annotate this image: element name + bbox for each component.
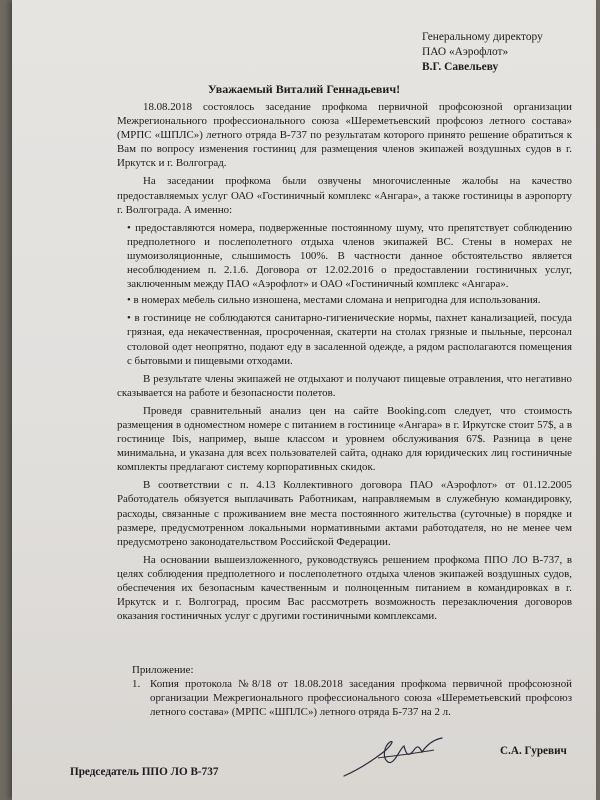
letter-body [117, 100, 572, 627]
paragraph-5: В соответствии с п. 4.13 Коллективного договора ПАО «Аэрофлот» от 01.12.2005 Работодатель обязуется выплачивать Работникам, направляемым в служебную командировку, расходы, связанные с проживанием вне места постоянного жительства (суточные) в порядке и размере, предусмотренном локальными нормативными актами работодателя, но не менее чем предусмотрено законодательством Российской Федерации. [117, 479, 572, 548]
complaint-noise: • предоставляются номера, подверженные постоянному шуму, что препятствует соблюдению предполетного и послеполетного отдыха членов экипажей ВС. Стены в номерах не шумоизоляционные, слышимость 100%. В частности данное обстоятельство является несоблюдением п. 2.1.6. Договора от 12.02.2016 о предоставлении гостиничных услуг, заключенным между ПАО «Аэрофлот» и ОАО «Гостиничный комплекс «Ангара». [127, 221, 572, 291]
complaint-item-2 [117, 311, 572, 367]
signer-name: С.А. Гуревич [500, 745, 567, 757]
paragraph-3: В результате члены экипажей не отдыхают и получают пищевые отравления, что негативно сказывается на работе и безопасности полетов. [117, 372, 572, 399]
letter-page [12, 0, 596, 800]
addressee-title: Генеральному директору [422, 31, 543, 43]
greeting: Уважаемый Виталий Геннадьевич! [207, 82, 401, 96]
addressee-block [422, 30, 592, 75]
attachment-number: 1. [132, 678, 141, 691]
handwritten-signature-icon [342, 728, 452, 788]
complaint-item-1 [117, 221, 572, 308]
addressee-company: ПАО «Аэрофлот» [422, 46, 509, 58]
addressee-name: В.Г. Савельеву [422, 61, 499, 73]
attachment-block [132, 663, 572, 719]
paragraph-4: Проведя сравнительный анализ цен на сайте Booking.com следует, что стоимость размещения в одноместном номере с питанием в гостинице «Ангара» в г. Иркутске стоит 57$, а в гостинице Ibis, например, выше классом и уровнем обслуживания 67$. Разница в цене минимальна, и указана для всех пользователей сайта, однако для юридических лиц гостиничные комплекты предлагают систему корпоративных скидок. [117, 404, 572, 474]
attachment-heading: Приложение: [132, 664, 194, 676]
complaint-furniture: • в номерах мебель сильно изношена, местами сломана и непригодна для использования. [127, 294, 541, 307]
attachment-item [132, 677, 572, 719]
complaint-sanitary: • в гостинице не соблюдаются санитарно-гигиенические нормы, пахнет канализацией, посуда грязная, еда некачественная, просроченная, скатерти на столах грязные и пыльные, персонал столовой одет неопрятно, подают еду в засаленной одежде, а рядом располагаются помещения с бытовыми и пищевыми отходами. [127, 312, 572, 367]
paragraph-6: На основании вышеизложенного, руководствуясь решением профкома ППО ЛО В-737, в целях соблюдения предполетного и послеполетного отдыха членов экипажей воздушных судов, обеспечения их безопасным качественным и полноценным питанием в командировках в г. Иркутск и г. Волгоград, просим Вас рассмотреть возможность перезаключения договоров оказания гостиничных услуг с другими гостиничными комплексами. [117, 553, 572, 623]
signer-position: Председатель ППО ЛО В-737 [70, 766, 219, 778]
attachment-text: Копия протокола №8/18 от 18.08.2018 заседания профкома первичной профсоюзной организации Межрегионального профессионального союза «Шереметьевский профсоюз летного состава» (МРПС «ШПЛС») летного отряда Б-737 на 2 л. [150, 678, 572, 719]
paragraph-1: 18.08.2018 состоялось заседание профкома первичной профсоюзной организации Межрегионального профессионального союза «Шереметьевский профсоюз летного состава» (МРПС «ШПЛС») летного отряда В-737 по результатам которого принято решение обратиться к Вам по вопросу изменения гостиниц для размещения членов экипажей воздушных судов в г. Иркутск и г. Волгоград. [117, 101, 572, 170]
paragraph-2: На заседании профкома были озвучены многочисленные жалобы на качество предоставляемых услуг ОАО «Гостиничный комплекс «Ангара», а также гостиницы в аэропорту г. Волгограда. А именно: [117, 175, 572, 216]
